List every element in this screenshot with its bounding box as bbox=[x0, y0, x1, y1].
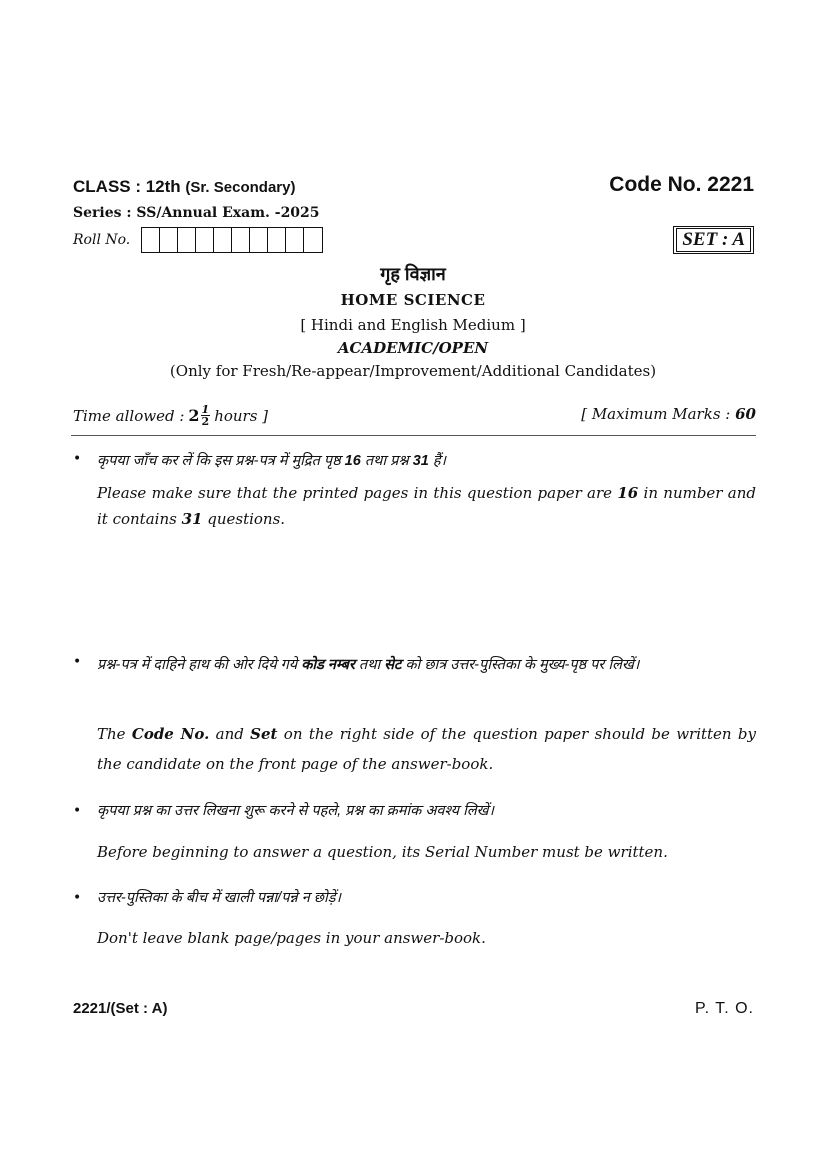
time-fraction-part bbox=[201, 404, 211, 427]
time-denominator: 2 bbox=[201, 415, 210, 428]
class-line bbox=[73, 177, 295, 197]
instruction-3-english: Before beginning to answer a question, its Serial Number must be written. bbox=[97, 843, 668, 861]
time-unit: hours ] bbox=[214, 406, 269, 425]
academic-label: ACADEMIC/OPEN bbox=[337, 339, 489, 357]
maximum-marks bbox=[581, 405, 756, 423]
bullet-icon: • bbox=[73, 654, 82, 670]
roll-no-label: Roll No. bbox=[73, 232, 131, 248]
time-numerator: 1 bbox=[201, 403, 210, 416]
roll-no-box bbox=[214, 228, 232, 252]
roll-no-box bbox=[304, 228, 322, 252]
roll-no-boxes bbox=[141, 227, 323, 253]
time-allowed bbox=[73, 404, 268, 427]
text: on the right side of the question paper should be written by the candidate on the front page of the answer-book. bbox=[97, 725, 756, 773]
text: तथा bbox=[354, 657, 385, 673]
text: The bbox=[97, 725, 132, 743]
pto-label: P. T. O. bbox=[695, 1000, 754, 1017]
set-emphasis: Set bbox=[250, 725, 278, 743]
roll-no-box bbox=[142, 228, 160, 252]
instruction-2-english bbox=[97, 719, 756, 779]
instruction-4-english: Don't leave blank page/pages in your answer-book. bbox=[97, 929, 486, 947]
set-label: SET : A bbox=[676, 228, 751, 252]
text: and bbox=[209, 725, 251, 743]
time-label: Time allowed : bbox=[73, 406, 185, 425]
roll-no-box bbox=[268, 228, 286, 252]
title-hindi: गृह विज्ञान bbox=[380, 264, 446, 284]
marks-value: 60 bbox=[735, 405, 756, 423]
marks-label: [ Maximum Marks : bbox=[581, 405, 731, 423]
set-badge bbox=[673, 226, 754, 254]
instruction-4-hindi: उत्तर-पुस्तिका के बीच में खाली पन्ना/पन्ने न छोड़ें। bbox=[97, 890, 341, 906]
text: questions. bbox=[202, 510, 286, 528]
code-number: Code No. 2221 bbox=[609, 173, 754, 196]
roll-no-box bbox=[286, 228, 304, 252]
series-label: Series : SS/Annual Exam. -2025 bbox=[73, 205, 320, 221]
roll-no-box bbox=[196, 228, 214, 252]
text: कृपया जाँच कर लें कि इस प्रश्न-पत्र में मुद्रित पृष्ठ bbox=[97, 453, 345, 469]
class-sub-label: (Sr. Secondary) bbox=[185, 179, 296, 196]
set-hindi: सेट bbox=[384, 657, 402, 673]
page-count: 16 bbox=[617, 484, 639, 502]
bullet-icon: • bbox=[73, 890, 82, 906]
text: in number and it contains bbox=[97, 484, 756, 528]
divider bbox=[71, 435, 756, 436]
question-count: 31 bbox=[181, 510, 203, 528]
code-no-emphasis: Code No. bbox=[131, 725, 210, 743]
time-whole: 2 bbox=[188, 406, 200, 425]
code-number-hindi: कोड नम्बर bbox=[301, 657, 355, 673]
question-count: 31 bbox=[412, 453, 429, 469]
time-fraction bbox=[188, 404, 210, 427]
text: Please make sure that the printed pages in this question paper are bbox=[97, 484, 618, 502]
title-english: HOME SCIENCE bbox=[340, 291, 486, 309]
instruction-3-hindi: कृपया प्रश्न का उत्तर लिखना शुरू करने से पहले, प्रश्न का क्रमांक अवश्य लिखें। bbox=[97, 803, 495, 819]
roll-no-box bbox=[160, 228, 178, 252]
page-count: 16 bbox=[344, 453, 361, 469]
candidates-label: (Only for Fresh/Re-appear/Improvement/Additional Candidates) bbox=[169, 362, 657, 380]
instruction-1-hindi bbox=[97, 450, 756, 472]
text: को छात्र उत्तर-पुस्तिका के मुख्य-पृष्ठ पर लिखें। bbox=[401, 657, 640, 673]
roll-no-box bbox=[232, 228, 250, 252]
footer-code: 2221/(Set : A) bbox=[73, 1000, 168, 1017]
instruction-1-english bbox=[97, 480, 756, 532]
text: तथा प्रश्न bbox=[360, 453, 413, 469]
text: हैं। bbox=[428, 453, 447, 469]
text: प्रश्न-पत्र में दाहिने हाथ की ओर दिये गये bbox=[97, 657, 302, 673]
medium-label: [ Hindi and English Medium ] bbox=[300, 316, 526, 334]
bullet-icon: • bbox=[73, 451, 82, 467]
roll-no-box bbox=[178, 228, 196, 252]
bullet-icon: • bbox=[73, 803, 82, 819]
roll-no-box bbox=[250, 228, 268, 252]
instruction-2-hindi bbox=[97, 650, 756, 680]
class-label: CLASS : 12th bbox=[73, 177, 181, 196]
